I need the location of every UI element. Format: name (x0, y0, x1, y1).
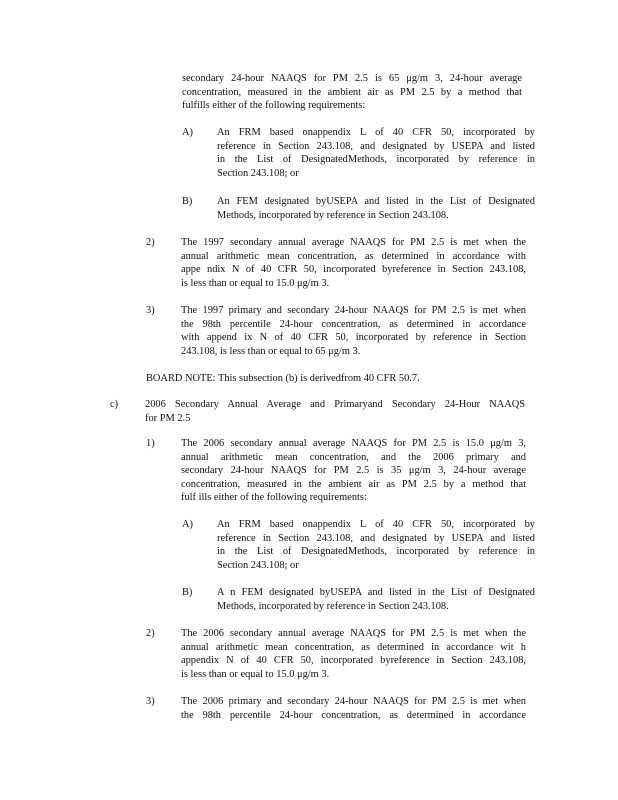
text-line: BOARD NOTE: This subsection (b) is derivedfrom 40 CFR 50.7. (146, 373, 420, 384)
text-line: An FRM based onappendix L of 40 CFR 50, incorporated by (217, 127, 535, 138)
item-label-c1-a: A) (182, 519, 193, 530)
item-label-3: 3) (146, 305, 155, 316)
text-line: The 2006 secondary annual average NAAQS for PM 2.5 is 15.0 μg/m 3, (181, 438, 526, 449)
text-line: in the List of DesignatedMethods, incorporated by reference in (217, 154, 535, 166)
item-label-c2: 2) (146, 628, 155, 639)
text-line: The 1997 primary and secondary 24-hour NAAQS for PM 2.5 is met when (181, 305, 526, 316)
item-label-c1: 1) (146, 438, 155, 449)
item-label-a: A) (182, 127, 193, 138)
text-line: is less than or equal to 15.0 μg/m 3. (181, 277, 330, 289)
text-line: The 2006 secondary annual average NAAQS for PM 2.5 is met when the (181, 628, 526, 639)
text-line: the 98th percentile 24-hour concentration, as determined in accordance (181, 709, 526, 721)
text-line: The 2006 primary and secondary 24-hour NAAQS for PM 2.5 is met when (181, 696, 526, 707)
text-line: 2006 Secondary Annual Average and Primaryand Secondary 24-Hour NAAQS (145, 399, 525, 410)
paragraph-b2 (181, 236, 526, 290)
text-line: fulf ills either of the following requirements: (181, 492, 367, 504)
text-line: Methods, incorporated by reference in Section 243.108. (217, 209, 449, 221)
paragraph-b1-continuation (182, 72, 522, 113)
text-line: An FEM designated byUSEPA and listed in the List of Designated (217, 196, 535, 207)
text-line: secondary 24-hour NAAQS for PM 2.5 is 65 μg/m 3, 24-hour average (182, 73, 522, 84)
text-line: reference in Section 243.108, and designated by USEPA and listed (217, 140, 535, 152)
text-line: fulfills either of the following requirements: (182, 100, 366, 112)
text-line: annual arithmetic mean concentration, as determined in accordance wit h (181, 641, 526, 653)
paragraph-c3 (181, 695, 526, 722)
paragraph-c1 (181, 437, 526, 505)
text-line: Section 243.108; or (217, 559, 299, 571)
text-line: annual arithmetic mean concentration, and the 2006 primary and (181, 451, 526, 463)
paragraph-b3 (181, 304, 526, 358)
text-line: secondary 24-hour NAAQS for PM 2.5 is 35 μg/m 3, 24-hour average (181, 465, 526, 477)
text-line: concentration, measured in the ambient air as PM 2.5 by a method that (181, 478, 526, 490)
text-line: the 98th percentile 24-hour concentration, as determined in accordance (181, 318, 526, 330)
text-line: The 1997 secondary annual average NAAQS for PM 2.5 is met when the (181, 237, 526, 248)
paragraph-c2 (181, 627, 526, 681)
text-line: for PM 2.5 (145, 412, 191, 424)
section-c-heading (145, 398, 525, 425)
text-line: appe ndix N of 40 CFR 50, incorporated byreference in Section 243.108, (181, 264, 526, 276)
text-line: Methods, incorporated by reference in Section 243.108. (217, 600, 449, 612)
text-line: in the List of DesignatedMethods, incorporated by reference in (217, 546, 535, 558)
item-label-2: 2) (146, 237, 155, 248)
board-note (146, 372, 420, 386)
item-label-b: B) (182, 196, 193, 207)
item-label-c1-b: B) (182, 587, 193, 598)
paragraph-c1-a (217, 518, 535, 572)
paragraph-b1-a (217, 126, 535, 180)
item-label-c3: 3) (146, 696, 155, 707)
text-line: is less than or equal to 15.0 μg/m 3. (181, 668, 330, 680)
text-line: with append ix N of 40 CFR 50, incorporated by reference in Section (181, 332, 526, 344)
paragraph-b1-b (217, 195, 535, 222)
text-line: concentration, measured in the ambient air as PM 2.5 by a method that (182, 86, 522, 98)
text-line: Section 243.108; or (217, 167, 299, 179)
text-line: reference in Section 243.108, and designated by USEPA and listed (217, 532, 535, 544)
paragraph-c1-b (217, 586, 535, 613)
text-line: A n FEM designated byUSEPA and listed in the List of Designated (217, 587, 535, 598)
text-line: An FRM based onappendix L of 40 CFR 50, incorporated by (217, 519, 535, 530)
text-line: appendix N of 40 CFR 50, incorporated byreference in Section 243.108, (181, 655, 526, 667)
text-line: 243.108, is less than or equal to 65 μg/m 3. (181, 345, 361, 357)
section-label-c: c) (110, 399, 119, 410)
text-line: annual arithmetic mean concentration, as determined in accordance with (181, 250, 526, 262)
